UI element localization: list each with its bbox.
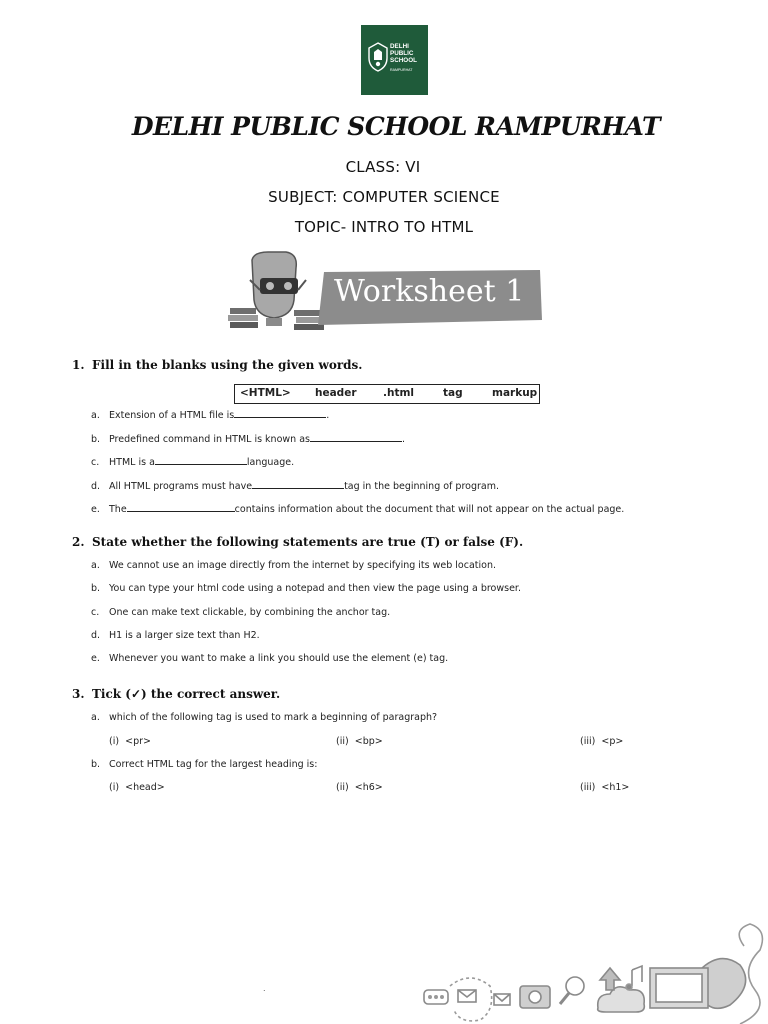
q1-item-c: c. HTML is a language. xyxy=(91,454,294,468)
class-line: CLASS: VI xyxy=(345,158,421,176)
robot-illustration xyxy=(222,250,330,334)
q3-title: Tick (✓) the correct answer. xyxy=(92,687,281,701)
word-bank xyxy=(234,384,540,404)
q3-item-b: b. Correct HTML tag for the largest heading is: xyxy=(91,759,318,770)
school-crest-icon xyxy=(367,42,389,72)
page-dot: . xyxy=(263,984,266,993)
q2-item-b: b. You can type your html code using a notepad and then view the page using a browser. xyxy=(91,583,521,594)
option[interactable]: (iii) <p> xyxy=(580,736,624,747)
q1-item-b: b. Predefined command in HTML is known as . xyxy=(91,431,405,445)
option[interactable]: (iii) <h1> xyxy=(580,782,630,793)
chat-icon xyxy=(424,990,448,1004)
blank-line[interactable] xyxy=(234,407,326,418)
q3-number: 3. xyxy=(72,687,85,701)
mail-icon xyxy=(458,990,510,1005)
q1-item-d: d. All HTML programs must have tag in the beginning of program. xyxy=(91,478,499,492)
blank-line[interactable] xyxy=(310,431,402,442)
logo-place: RAMPURHAT xyxy=(390,68,413,72)
laptop-icon xyxy=(650,968,708,1008)
word-bank-item: header xyxy=(315,387,357,399)
q2-item-c: c. One can make text clickable, by combining the anchor tag. xyxy=(91,607,391,618)
search-icon xyxy=(560,977,584,1004)
q2-item-e: e. Whenever you want to make a link you should use the element (e) tag. xyxy=(91,653,449,664)
q2-item-a: a. We cannot use an image directly from the internet by specifying its web location. xyxy=(91,560,496,571)
logo-school-name: DELHI PUBLIC SCHOOL xyxy=(390,43,417,64)
cloud-icon xyxy=(598,987,645,1012)
option[interactable]: (i) <pr> xyxy=(109,736,151,747)
blank-line[interactable] xyxy=(252,478,344,489)
q1-title: Fill in the blanks using the given words. xyxy=(92,358,363,372)
blank-line[interactable] xyxy=(155,454,247,465)
q2-heading xyxy=(72,535,523,549)
option[interactable]: (ii) <bp> xyxy=(336,736,383,747)
word-bank-item: <HTML> xyxy=(240,387,291,399)
blank-line[interactable] xyxy=(127,501,235,512)
q3-item-a: a. which of the following tag is used to mark a beginning of paragraph? xyxy=(91,712,438,723)
school-logo xyxy=(361,25,428,95)
word-bank-item: .html xyxy=(383,387,415,399)
q2-item-d: d. H1 is a larger size text than H2. xyxy=(91,630,260,641)
q1-item-a: a. Extension of a HTML file is . xyxy=(91,407,329,421)
q3-heading xyxy=(72,687,280,701)
option[interactable]: (ii) <h6> xyxy=(336,782,383,793)
option[interactable]: (i) <head> xyxy=(109,782,165,793)
music-icon xyxy=(626,966,642,990)
q1-item-e: e. The contains information about the document that will not appear on the actual page. xyxy=(91,501,624,515)
footer-decoration xyxy=(410,890,768,1024)
camera-icon xyxy=(520,986,550,1008)
word-bank-item: tag xyxy=(443,387,463,399)
q2-number: 2. xyxy=(72,535,85,549)
word-bank-item: markup xyxy=(492,387,538,399)
worksheet-title: Worksheet 1 xyxy=(334,274,525,309)
q2-title: State whether the following statements are true (T) or false (F). xyxy=(92,535,524,549)
q1-heading xyxy=(72,358,362,372)
q1-number: 1. xyxy=(72,358,85,372)
school-title: DELHI PUBLIC SCHOOL RAMPURHAT xyxy=(131,112,661,141)
topic-line: TOPIC- INTRO TO HTML xyxy=(294,218,474,236)
subject-line: SUBJECT: COMPUTER SCIENCE xyxy=(268,188,500,206)
